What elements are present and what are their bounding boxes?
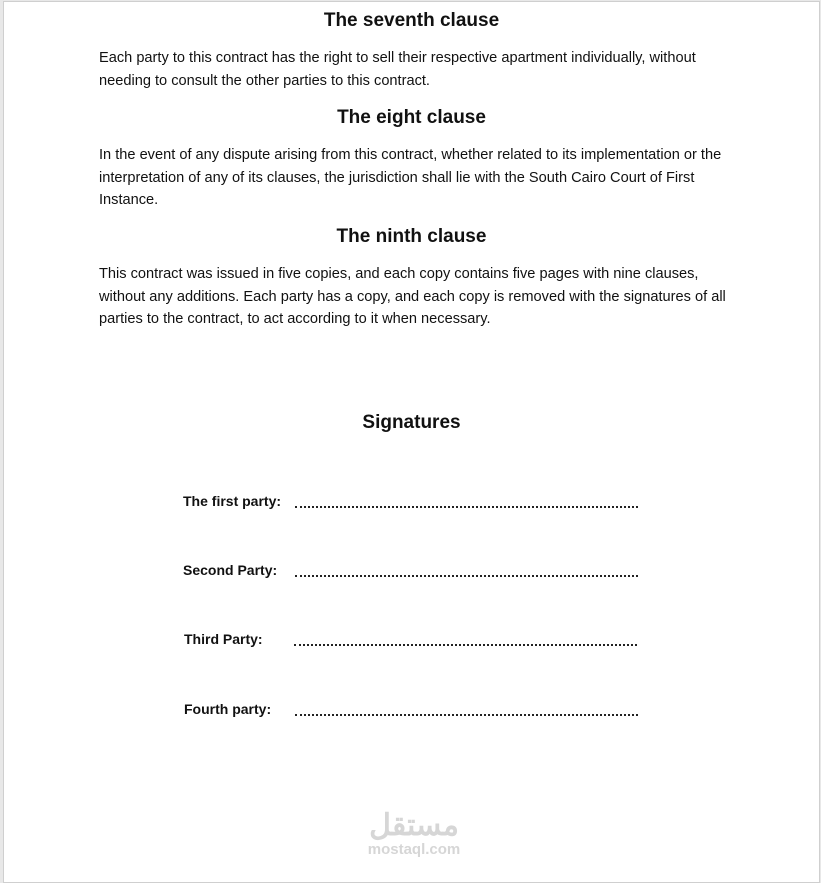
second-party-label: Second Party: — [183, 562, 278, 578]
first-party-signature-line — [295, 504, 638, 508]
first-party-label: The first party: — [183, 493, 282, 509]
document-page — [3, 1, 820, 883]
fourth-party-signature-line — [295, 712, 638, 716]
clause-7-title: The seventh clause — [323, 10, 500, 31]
clause-7-text: Each party to this contract has the right to sell their respective apartment individually, without needing to consult the other parties to this contract. — [99, 50, 696, 89]
fourth-party-label: Fourth party: — [184, 701, 272, 717]
third-party-signature-line — [294, 642, 637, 646]
mostaql-watermark — [359, 810, 469, 858]
watermark-arabic: مستقل — [369, 809, 459, 842]
clause-9-text: This contract was issued in five copies, and each copy contains five pages with nine clauses, without any additions. Each party has a copy, and each copy is removed with the signatures of all parties to the contract, to act according to it when necessary. — [99, 266, 726, 328]
clause-8-text: In the event of any dispute arising from this contract, whether related to its implementation or the interpretation of any of its clauses, the jurisdiction shall lie with the South Cairo Court of First Instance. — [99, 147, 722, 209]
clause-8-title: The eight clause — [337, 107, 486, 128]
clause-9-title: The ninth clause — [336, 226, 487, 247]
third-party-label: Third Party: — [184, 631, 263, 647]
watermark-latin: mostaql.com — [367, 841, 461, 858]
second-party-signature-line — [295, 573, 638, 577]
signatures-title: Signatures — [362, 412, 461, 433]
